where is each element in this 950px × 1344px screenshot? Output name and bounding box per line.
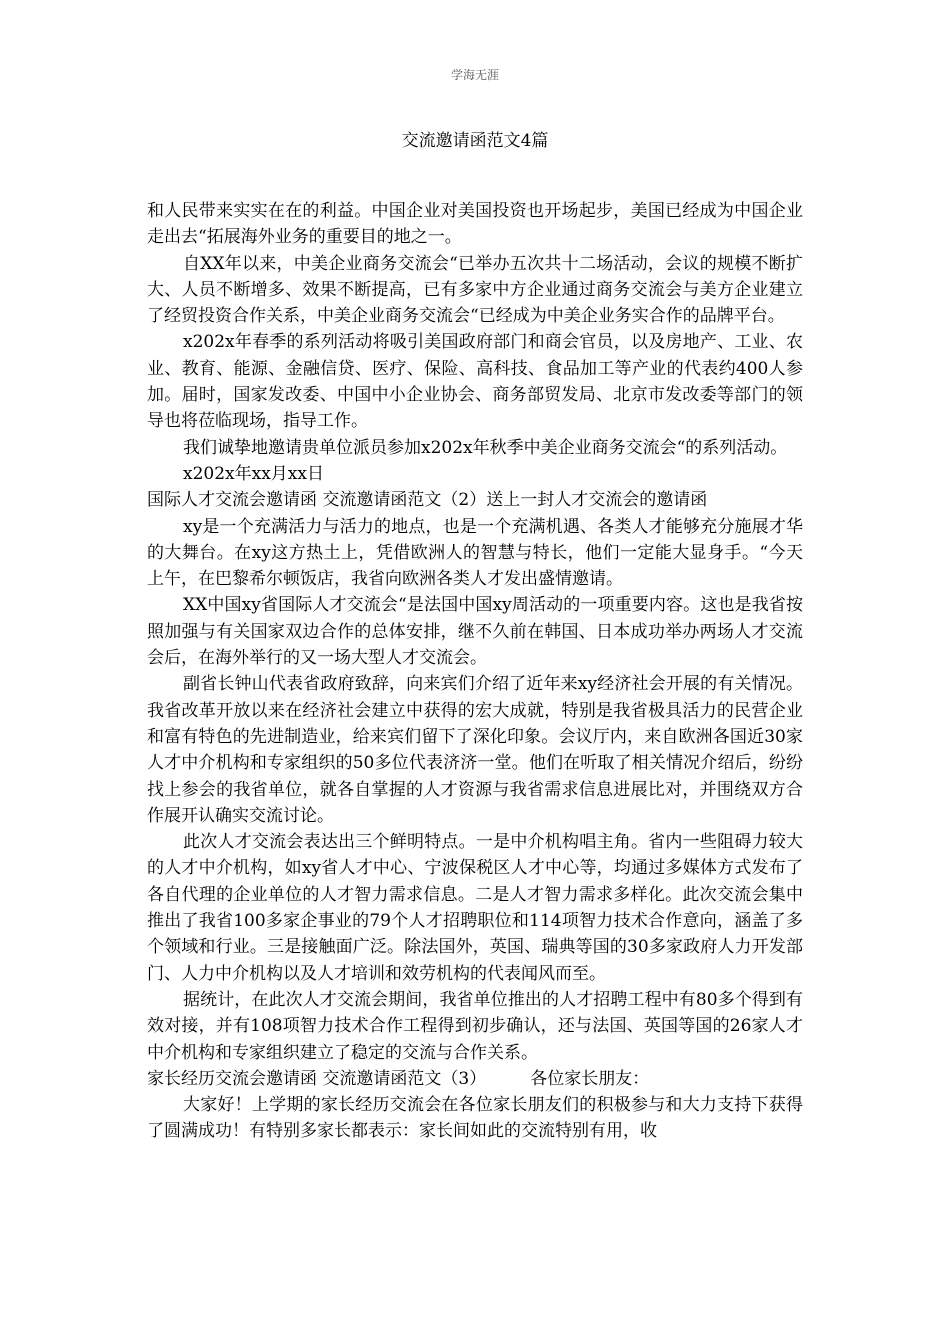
- paragraph: x202x年春季的系列活动将吸引美国政府部门和商会官员，以及房地产、工业、农业、教育、能源、金融信贷、医疗、保险、高科技、食品加工等产业的代表约400人参加。届时，国家发改委、中国中小企业协会、商务部贸发局、北京市发改委等部门的领导也将莅临现场，指导工作。: [147, 332, 803, 432]
- paragraph: xy是一个充满活力与活力的地点，也是一个充满机遇、各类人才能够充分施展才华的大舞台。在xy这方热土上，凭借欧洲人的智慧与特长，他们一定能大显身手。“今天上午，在巴黎希尔顿饭店，我省向欧洲各类人才发出盛情邀请。: [147, 516, 803, 590]
- paragraph: 和人民带来实实在在的利益。中国企业对美国投资也开场起步，美国已经成为中国企业走出去“拓展海外业务的重要目的地之一。: [147, 201, 803, 248]
- section-heading: [147, 1066, 803, 1092]
- paragraph: 自XX年以来，中美企业商务交流会“已举办五次共十二场活动，会议的规模不断扩大、人员不断增多、效果不断提高，已有多家中方企业通过商务交流会与美方企业建立了经贸投资合作关系，中美企业商务交流会“已经成为中美企业务实合作的品牌平台。: [147, 253, 803, 327]
- page-header: 学海无涯: [450, 68, 499, 82]
- date-line: x202x年xx月xx日: [183, 463, 324, 484]
- paragraph: 大家好！上学期的家长经历交流会在各位家长朋友们的积极参与和大力支持下获得了圆满成功！有特别多家长都表示：家长间如此的交流特别有用，收: [147, 1095, 803, 1142]
- section-heading-title: 国际人才交流会邀请函 交流邀请函范文（2）: [147, 490, 487, 511]
- paragraph: 据统计，在此次人才交流会期间，我省单位推出的人才招聘工程中有80多个得到有效对接，并有108项智力技术合作工程得到初步确认，还与法国、英国等国的26家人才中介机构和专家组织建立了稳定的交流与合作关系。: [147, 989, 803, 1063]
- paragraph: 此次人才交流会表达出三个鲜明特点。一是中介机构唱主角。省内一些阻碍力较大的人才中介机构，如xy省人才中心、宁波保税区人才中心等，均通过多媒体方式发布了各自代理的企业单位的人才智力需求信息。二是人才智力需求多样化。此次交流会集中推出了我省100多家企事业的79个人才招聘职位和114项智力技术合作意向，涵盖了多个领域和行业。三是接触面广泛。除法国外，英国、瑞典等国的30多家政府人力开发部门、人力中介机构以及人才培训和效劳机构的代表闻风而至。: [147, 832, 803, 984]
- paragraph: 副省长钟山代表省政府致辞，向来宾们介绍了近年来xy经济社会开展的有关情况。我省改革开放以来在经济社会建立中获得的宏大成就，特别是我省极具活力的民营企业和富有特色的先进制造业，给来宾们留下了深化印象。会议厅内，来自欧洲各国近30家人才中介机构和专家组织的50多位代表济济一堂。他们在听取了相关情况介绍后，纷纷找上参会的我省单位，就各自掌握的人才资源与我省需求信息进展比对，并围绕双方合作展开认确实交流讨论。: [147, 674, 803, 826]
- document-body: [147, 198, 803, 1145]
- section-heading: [147, 487, 803, 513]
- section-heading-title: 家长经历交流会邀请函 交流邀请函范文（3）: [147, 1068, 487, 1089]
- document-title: 交流邀请函范文4篇: [401, 131, 549, 151]
- salutation: 各位家长朋友：: [530, 1068, 650, 1089]
- paragraph: 我们诚挚地邀请贵单位派员参加x202x年秋季中美企业商务交流会“的系列活动。: [183, 437, 788, 458]
- paragraph: XX中国xy省国际人才交流会“是法国中国xy周活动的一项重要内容。这也是我省按照加强与有关国家双边合作的总体安排，继不久前在韩国、日本成功举办两场人才交流会后，在海外举行的又一场大型人才交流会。: [147, 595, 803, 669]
- section-heading-subtitle: 送上一封人才交流会的邀请函: [486, 490, 708, 511]
